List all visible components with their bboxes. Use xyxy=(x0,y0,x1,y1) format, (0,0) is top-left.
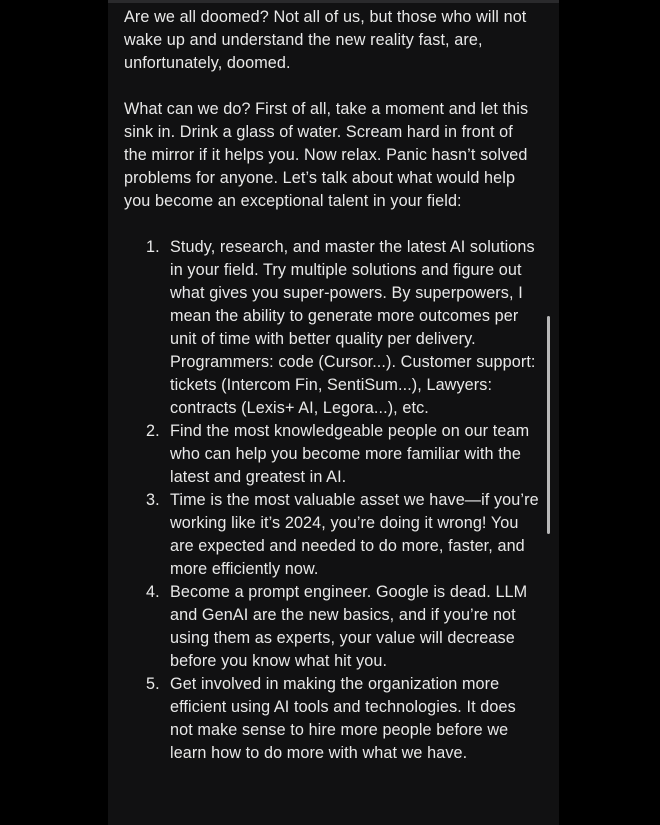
paragraph-what-can-we-do: What can we do? First of all, take a moment and let this sink in. Drink a glass of water. Scream hard in front of the mirror if it helps you. Now relax. Panic hasn’t solved problems for anyone. Let’s talk about what would help you become an exceptional talent in your field: xyxy=(124,100,529,210)
panel-top-edge xyxy=(108,0,559,3)
list-item-text: Find the most knowledgeable people on our team who can help you become more familiar with the latest and greatest in AI. xyxy=(170,422,530,486)
list-item-number: 2. xyxy=(146,422,160,440)
list-item-text: Time is the most valuable asset we have—if you’re working like it’s 2024, you’re doing it wrong! You are expected and needed to do more, faster, and more efficiently now. xyxy=(170,491,539,578)
list-item xyxy=(124,673,539,765)
list-item xyxy=(124,489,539,581)
list-item xyxy=(124,236,539,420)
article-body xyxy=(124,6,539,765)
list-item-text: Get involved in making the organization more efficient using AI tools and technologies. It does not make sense to hire more people before we learn how to do more with what we have. xyxy=(170,675,516,762)
list-item-number: 4. xyxy=(146,583,160,601)
list-item xyxy=(124,420,539,489)
list-item-text: Study, research, and master the latest AI solutions in your field. Try multiple solutions and figure out what gives you super-powers. By superpowers, I mean the ability to generate more outcomes per unit of time with better quality per delivery. Programmers: code (Cursor...). Customer support: tickets (Intercom Fin, SentiSum...), Lawyers: contracts (Lexis+ AI, Legora...), etc. xyxy=(170,238,536,417)
list-item-number: 3. xyxy=(146,491,160,509)
list-item-number: 5. xyxy=(146,675,160,693)
action-list xyxy=(124,236,539,765)
list-item-text: Become a prompt engineer. Google is dead. LLM and GenAI are the new basics, and if you’re not using them as experts, your value will decrease before you know what hit you. xyxy=(170,583,528,670)
list-item xyxy=(124,581,539,673)
vertical-scrollbar[interactable] xyxy=(547,316,550,534)
list-item-number: 1. xyxy=(146,238,160,256)
paragraph-doomed: Are we all doomed? Not all of us, but those who will not wake up and understand the new reality fast, are, unfortunately, doomed. xyxy=(124,8,527,72)
